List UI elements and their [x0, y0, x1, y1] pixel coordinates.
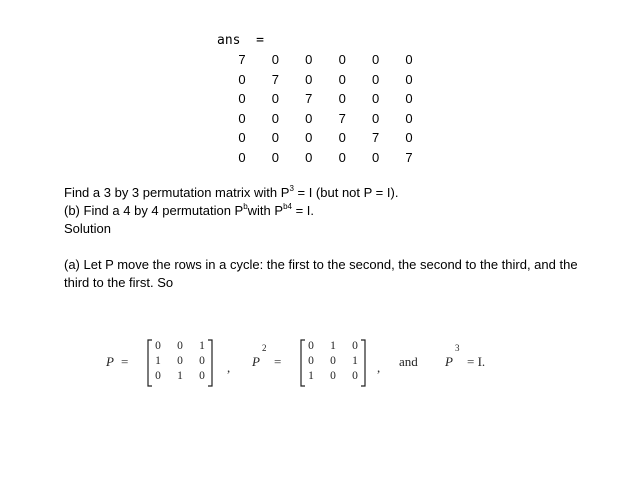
answer-a-line-1: (a) Let P move the rows in a cycle: the first to the second, the second to the third, and the: [64, 257, 578, 272]
matrix-cell: 1: [330, 340, 336, 352]
matrix-cell: 0: [308, 355, 314, 367]
matrix-p2: [298, 338, 368, 388]
ans-cell: 0: [371, 52, 380, 67]
ans-cell: 0: [271, 110, 279, 126]
matrix-cell: 0: [155, 340, 161, 352]
ans-cell: 0: [238, 149, 246, 165]
matrix-cell: 1: [352, 355, 358, 367]
matrix-cell: 0: [352, 340, 358, 352]
ans-cell: 0: [271, 91, 279, 106]
ans-cell: 0: [405, 91, 413, 106]
matrix-p: [145, 338, 215, 388]
matrix-cell: 0: [155, 370, 161, 382]
ans-cell: 0: [271, 149, 279, 165]
ans-cell: 0: [371, 149, 380, 165]
matrix-cell: 1: [308, 370, 314, 382]
ans-cell: 0: [238, 130, 246, 145]
matrix-cell: 1: [199, 340, 205, 352]
ans-cell: 0: [305, 71, 313, 87]
ans-cell: 0: [371, 91, 380, 106]
solution-label: Solution: [64, 221, 111, 236]
matrix-cell: 0: [177, 355, 183, 367]
ans-cell: 0: [338, 52, 346, 67]
matrix-cell: 1: [177, 370, 183, 382]
ans-cell: 0: [405, 71, 413, 87]
matrix-cell: 0: [308, 340, 314, 352]
p2-label: P: [252, 354, 260, 369]
ans-cell: 0: [238, 110, 246, 126]
answer-a-line-2: third to the first. So: [64, 275, 174, 290]
problem-line-b-mid: with P: [247, 203, 284, 218]
ans-cell: 7: [338, 110, 346, 126]
ans-cell: 7: [405, 149, 413, 165]
ans-cell: 0: [338, 91, 346, 106]
ans-cell: 7: [305, 91, 313, 106]
p3-rhs: = I.: [467, 354, 486, 369]
ans-cell: 0: [338, 149, 346, 165]
superscript: b: [243, 202, 248, 211]
ans-label: ans =: [217, 33, 264, 48]
ans-cell: 0: [271, 130, 279, 145]
equals-sign: =: [274, 354, 282, 369]
problem-line-a-text: Find a 3 by 3 permutation matrix with P: [64, 185, 290, 200]
comma: ,: [377, 360, 381, 375]
superscript: 3: [289, 184, 294, 193]
problem-line-a-tail: = I (but not P = I).: [293, 185, 399, 200]
ans-cell: 0: [405, 110, 413, 126]
problem-line-b: [64, 203, 314, 218]
matrix-cell: 0: [177, 340, 183, 352]
ans-cell: 0: [371, 71, 380, 87]
matrix-cell: 1: [155, 355, 161, 367]
ans-cell: 0: [238, 71, 246, 87]
ans-cell: 7: [271, 71, 279, 87]
ans-cell: 0: [238, 91, 246, 106]
comma: ,: [227, 360, 231, 375]
matrix-cell: 0: [352, 370, 358, 382]
problem-line-a: [64, 185, 398, 200]
and-word: and: [399, 354, 418, 369]
ans-cell: 0: [305, 110, 313, 126]
matrix-cell: 0: [330, 355, 336, 367]
ans-cell: 0: [305, 149, 313, 165]
ans-cell: 0: [405, 130, 413, 145]
matrix-cell: 0: [199, 355, 205, 367]
problem-line-b-text: (b) Find a 4 by 4 permutation P: [64, 203, 244, 218]
equals-sign: =: [121, 354, 129, 369]
ans-cell: 7: [238, 52, 246, 67]
problem-line-b-tail: = I.: [291, 203, 315, 218]
ans-cell: 0: [338, 130, 346, 145]
p3-label: P: [445, 354, 453, 369]
p-label: P: [106, 354, 114, 369]
ans-cell: 0: [271, 52, 279, 67]
ans-cell: 0: [405, 52, 413, 67]
ans-cell: 0: [305, 130, 313, 145]
matrix-cell: 0: [330, 370, 336, 382]
ans-cell: 7: [371, 130, 380, 145]
ans-cell: 0: [371, 110, 380, 126]
ans-cell: 0: [305, 52, 313, 67]
matrix-cell: 0: [199, 370, 205, 382]
ans-cell: 0: [338, 71, 346, 87]
superscript: b4: [283, 202, 292, 211]
